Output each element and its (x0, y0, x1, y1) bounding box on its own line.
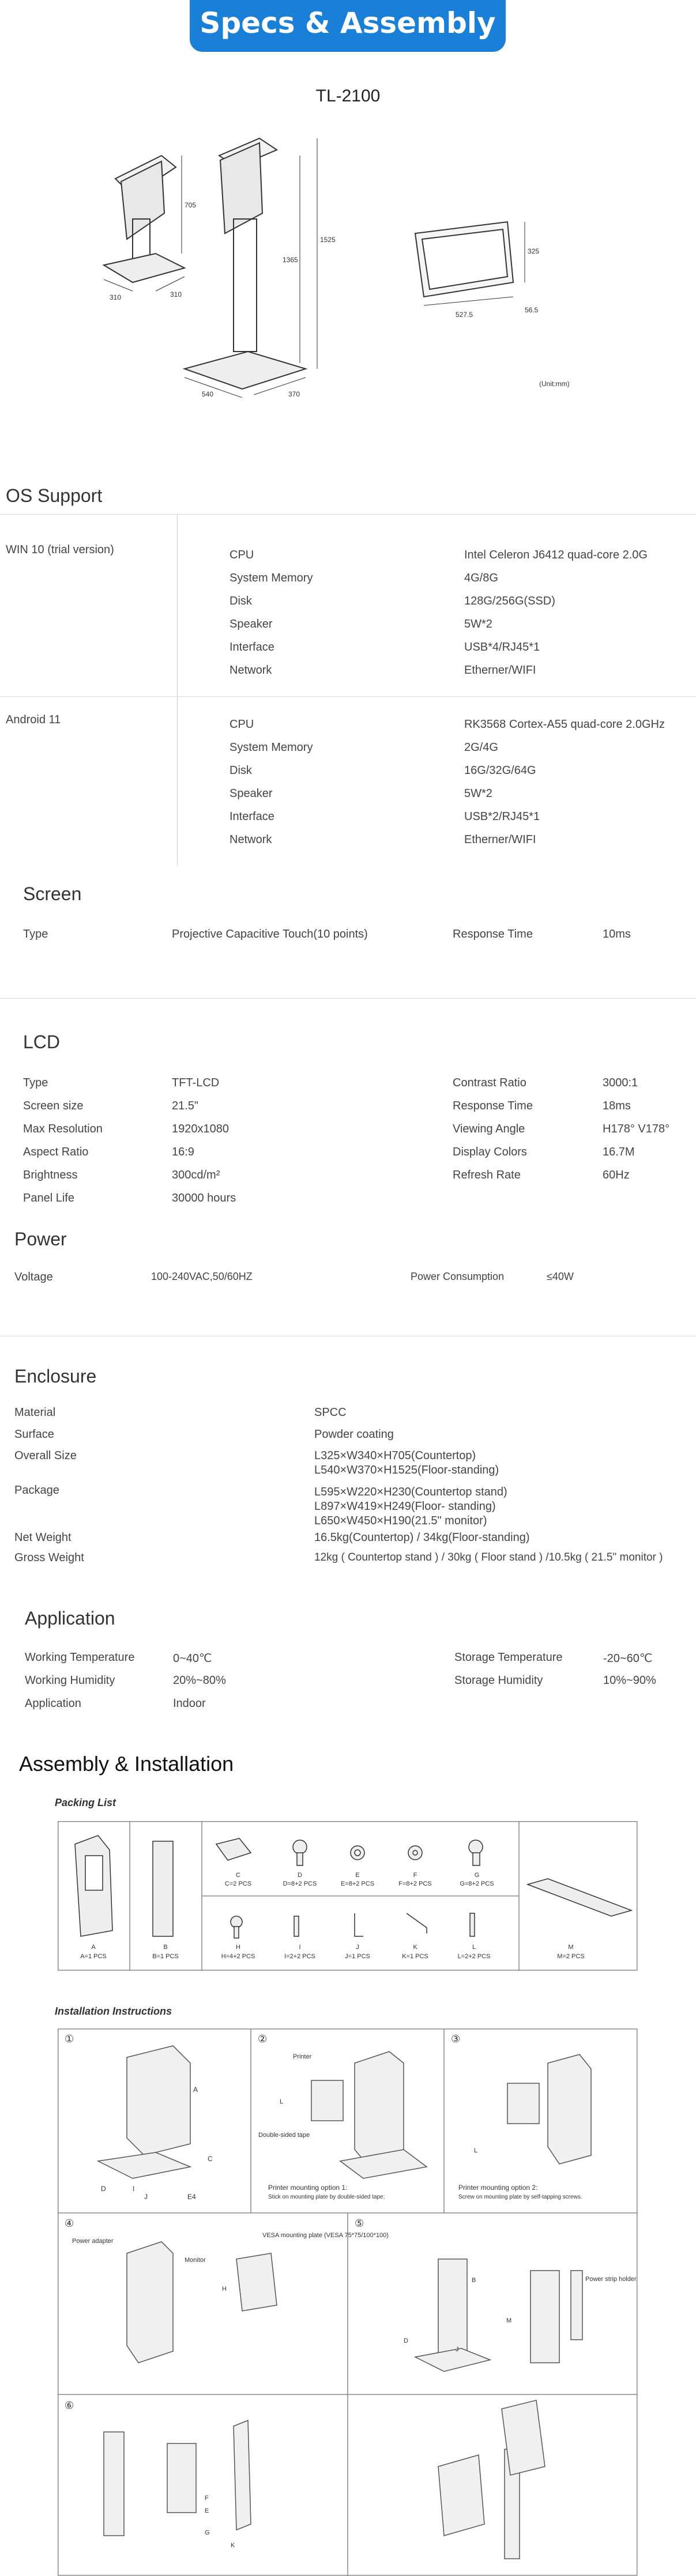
spec-value: Etherner/WIFI (464, 833, 536, 846)
part-letter: J (456, 2346, 459, 2353)
part-letter: C (236, 1872, 240, 1879)
spec-label: Material (14, 1406, 56, 1419)
part-letter: B (163, 1944, 168, 1951)
spec-value: 10ms (603, 928, 631, 940)
part-caption: I=2+2 PCS (284, 1953, 315, 1960)
callout-label: Power adapter (72, 2238, 114, 2245)
part-letter: K (231, 2542, 235, 2549)
spec-value: 30000 hours (172, 1192, 236, 1204)
spec-label: Speaker (230, 618, 273, 630)
spec-label: Working Temperature (25, 1651, 135, 1664)
part-letter: M (506, 2317, 512, 2324)
spec-value: 20%~80% (173, 1674, 226, 1687)
step-number: ⑤ (355, 2218, 364, 2229)
spec-value: 16:9 (172, 1146, 194, 1158)
divider (177, 514, 178, 866)
spec-value: Intel Celeron J6412 quad-core 2.0G (464, 549, 648, 561)
spec-value: L540×W370×H1525(Floor-standing) (314, 1464, 499, 1476)
part-caption: E=8+2 PCS (340, 1880, 375, 1887)
spec-value: 21.5" (172, 1100, 199, 1112)
callout-label: L (280, 2098, 284, 2105)
part-letter: G (474, 1872, 480, 1879)
spec-label: Gross Weight (14, 1551, 84, 1564)
part-letter: E (355, 1872, 360, 1879)
spec-label: Surface (14, 1428, 54, 1441)
callout-label: H (222, 2286, 227, 2292)
screen-heading: Screen (23, 883, 82, 904)
spec-value: SPCC (314, 1406, 347, 1419)
spec-value: 5W*2 (464, 618, 492, 630)
packing-list-grid (58, 1821, 638, 1971)
spec-value: 128G/256G(SSD) (464, 595, 555, 607)
part-letter: E (205, 2507, 209, 2514)
part-letter: I (133, 2185, 135, 2193)
part-caption: G=8+2 PCS (460, 1880, 494, 1887)
os-support-heading: OS Support (6, 485, 103, 506)
part-caption: D=8+2 PCS (283, 1880, 317, 1887)
option-description: Stick on mounting plate by double-sided tape; (268, 2194, 385, 2200)
spec-label: System Memory (230, 572, 313, 584)
spec-label: Network (230, 664, 272, 677)
dim-label: 705 (185, 201, 197, 209)
spec-label: Viewing Angle (453, 1123, 525, 1135)
model-name: TL-2100 (315, 86, 381, 105)
spec-value: -20~60℃ (603, 1652, 653, 1665)
dim-label: 1525 (320, 236, 336, 244)
spec-value: 10%~90% (603, 1674, 656, 1687)
spec-value: L897×W419×H249(Floor- standing) (314, 1500, 496, 1513)
spec-value: 60Hz (603, 1169, 630, 1181)
spec-label: Screen size (23, 1100, 84, 1112)
spec-value: 100-240VAC,50/60HZ (151, 1271, 253, 1282)
dim-label: 1365 (283, 256, 298, 264)
spec-label: Disk (230, 764, 252, 777)
spec-label: Application (25, 1697, 81, 1710)
spec-value: Projective Capacitive Touch(10 points) (172, 928, 368, 940)
option-title: Printer mounting option 1: (268, 2184, 348, 2192)
spec-label: Response Time (453, 1100, 533, 1112)
callout-label: Double-sided tape (258, 2132, 310, 2139)
part-letter: M (568, 1944, 574, 1951)
part-letter: D (404, 2337, 408, 2344)
callout-label: VESA mounting plate (VESA 75*75/100*100) (262, 2232, 389, 2239)
spec-label: Package (14, 1484, 59, 1497)
spec-label: Speaker (230, 787, 273, 800)
spec-label: Brightness (23, 1169, 78, 1181)
callout-label: Printer (293, 2053, 312, 2060)
spec-value: 2G/4G (464, 741, 498, 754)
spec-value: L650×W450×H190(21.5" monitor) (314, 1514, 487, 1527)
dim-label: 370 (288, 390, 300, 398)
step-number: ⑥ (65, 2400, 74, 2411)
part-caption: A=1 PCS (80, 1953, 107, 1960)
os-group-name: Android 11 (6, 713, 61, 726)
spec-label: Voltage (14, 1271, 53, 1283)
spec-value: L595×W220×H230(Countertop stand) (314, 1486, 507, 1498)
part-caption: J=1 PCS (345, 1953, 370, 1960)
spec-label: CPU (230, 718, 254, 731)
power-heading: Power (14, 1229, 67, 1249)
part-caption: L=2+2 PCS (457, 1953, 491, 1960)
spec-value: H178° V178° (603, 1123, 670, 1135)
spec-value: TFT-LCD (172, 1077, 220, 1089)
assembly-heading: Assembly & Installation (19, 1752, 234, 1776)
spec-value: 18ms (603, 1100, 631, 1112)
spec-value: 16G/32G/64G (464, 764, 536, 777)
spec-value: USB*4/RJ45*1 (464, 641, 540, 654)
spec-label: System Memory (230, 741, 313, 754)
spec-label: Network (230, 833, 272, 846)
part-letter: F (413, 1872, 417, 1879)
option-description: Screw on mounting plate by self-tapping screws. (458, 2194, 582, 2200)
callout-label: Power strip holder (585, 2276, 637, 2283)
part-letter: E4 (187, 2193, 196, 2201)
part-caption: F=8+2 PCS (398, 1880, 432, 1887)
spec-label: Refresh Rate (453, 1169, 521, 1181)
spec-label: Overall Size (14, 1449, 77, 1462)
spec-label: Panel Life (23, 1192, 74, 1204)
part-caption: B=1 PCS (152, 1953, 179, 1960)
part-caption: M=2 PCS (557, 1953, 585, 1960)
part-letter: J (144, 2193, 148, 2201)
part-caption: K=1 PCS (402, 1953, 428, 1960)
spec-value: RK3568 Cortex-A55 quad-core 2.0GHz (464, 718, 665, 731)
dim-label: 310 (110, 293, 122, 301)
spec-value: 300cd/m² (172, 1169, 220, 1181)
part-letter: F (205, 2495, 209, 2502)
part-letter: I (299, 1944, 301, 1951)
dim-label: 56.5 (525, 306, 539, 314)
part-letter: D (101, 2185, 106, 2193)
spec-value: 4G/8G (464, 572, 498, 584)
callout-label: L (474, 2147, 478, 2154)
spec-value: 1920x1080 (172, 1123, 229, 1135)
enclosure-heading: Enclosure (14, 1366, 97, 1387)
packing-list-title: Packing List (55, 1797, 116, 1808)
spec-value: 0~40℃ (173, 1652, 212, 1665)
part-letter: B (472, 2277, 476, 2284)
option-title: Printer mounting option 2: (458, 2184, 538, 2192)
dim-label: 325 (528, 247, 540, 255)
part-letter: G (205, 2529, 210, 2536)
part-letter: D (298, 1872, 302, 1879)
spec-label: Contrast Ratio (453, 1077, 526, 1089)
spec-label: CPU (230, 549, 254, 561)
os-group-name: WIN 10 (trial version) (6, 543, 114, 556)
installation-title: Installation Instructions (55, 2005, 172, 2017)
spec-label: Disk (230, 595, 252, 607)
spec-label: Aspect Ratio (23, 1146, 89, 1158)
spec-value: L325×W340×H705(Countertop) (314, 1449, 476, 1462)
spec-value: Etherner/WIFI (464, 664, 536, 677)
spec-value: 16.7M (603, 1146, 635, 1158)
lcd-heading: LCD (23, 1032, 61, 1052)
spec-label: Response Time (453, 928, 533, 940)
part-letter: C (208, 2155, 213, 2163)
dim-label: 527.5 (456, 311, 473, 319)
spec-label: Net Weight (14, 1531, 72, 1544)
step-number: ② (258, 2033, 268, 2045)
spec-label: Display Colors (453, 1146, 527, 1158)
dim-label: 310 (170, 290, 182, 299)
page-title: Specs & Assembly (200, 6, 496, 40)
spec-value: 16.5kg(Countertop) / 34kg(Floor-standing) (314, 1531, 530, 1544)
spec-label: Power Consumption (411, 1271, 505, 1282)
part-letter: J (356, 1944, 359, 1951)
divider (0, 514, 696, 515)
spec-value: 12kg ( Countertop stand ) / 30kg ( Floor stand ) /10.5kg ( 21.5" monitor ) (314, 1551, 663, 1563)
part-letter: H (236, 1944, 240, 1951)
spec-label: Max Resolution (23, 1123, 103, 1135)
spec-label: Storage Temperature (454, 1651, 563, 1664)
part-caption: H=4+2 PCS (221, 1953, 255, 1960)
divider (0, 696, 696, 697)
spec-label: Type (23, 1077, 48, 1089)
spec-value: Indoor (173, 1697, 206, 1710)
spec-label: Working Humidity (25, 1674, 115, 1687)
spec-label: Interface (230, 641, 274, 654)
installation-steps-grid (58, 2029, 638, 2576)
step-number: ③ (451, 2033, 461, 2045)
unit-note: (Unit:mm) (539, 380, 570, 388)
application-heading: Application (25, 1608, 115, 1629)
spec-label: Storage Humidity (454, 1674, 543, 1687)
part-caption: C=2 PCS (224, 1880, 252, 1887)
step-number: ④ (65, 2218, 74, 2229)
spec-label: Type (23, 928, 48, 940)
part-letter: A (91, 1944, 96, 1951)
spec-value: USB*2/RJ45*1 (464, 810, 540, 823)
dim-label: 540 (202, 390, 214, 398)
part-letter: K (413, 1944, 417, 1951)
spec-value: Powder coating (314, 1428, 394, 1441)
spec-value: ≤40W (547, 1271, 574, 1282)
part-letter: A (193, 2086, 198, 2094)
spec-value: 3000:1 (603, 1077, 638, 1089)
spec-label: Interface (230, 810, 274, 823)
part-letter: L (472, 1944, 476, 1951)
product-dimension-drawing (69, 133, 623, 398)
callout-label: Monitor (185, 2257, 206, 2264)
divider (0, 998, 696, 999)
step-number: ① (65, 2033, 74, 2045)
spec-value: 5W*2 (464, 787, 492, 800)
